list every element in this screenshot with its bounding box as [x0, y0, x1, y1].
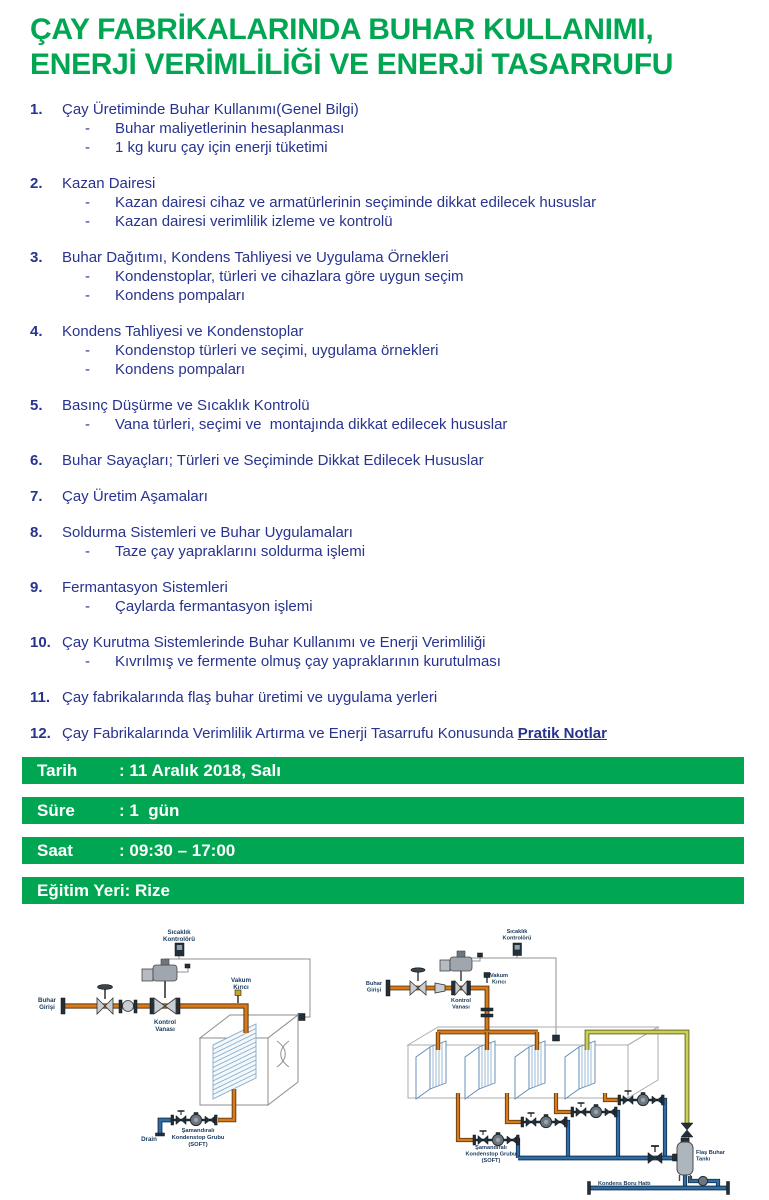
- flash-inlet-valve: [681, 1123, 693, 1130]
- agenda-item-heading: Kondens Tahliyesi ve Kondenstoplar: [62, 323, 304, 340]
- svg-text:Vanası: Vanası: [452, 1004, 470, 1011]
- agenda-subitem-text: Kondens pompaları: [115, 361, 246, 378]
- label-vacuum-breaker: Vakum: [231, 977, 251, 984]
- page-title-line2: ENERJİ VERİMLİLİĞİ VE ENERJİ TASARRUFU: [30, 48, 674, 81]
- agenda-item-head: [30, 451, 745, 470]
- agenda-item-number: 4.: [30, 323, 43, 340]
- dash-bullet: -: [85, 653, 90, 670]
- info-bar-label: Tarih: [37, 761, 78, 780]
- agenda-item-heading: Fermantasyon Sistemleri: [62, 579, 228, 596]
- agenda-item-number: 9.: [30, 579, 43, 596]
- float-trap-group-2: [521, 1113, 567, 1128]
- svg-text:Kondenstop Grubu: Kondenstop Grubu: [171, 1135, 225, 1141]
- unit-4: [565, 1041, 595, 1099]
- agenda-subitem: [30, 652, 745, 671]
- svg-text:Kırıcı: Kırıcı: [492, 979, 506, 986]
- info-bar-label: Süre: [37, 801, 75, 820]
- agenda-subitem: [30, 542, 745, 561]
- agenda-item-head: [30, 523, 745, 542]
- agenda-item-number: 1.: [30, 101, 43, 118]
- heat-exchanger-units: [416, 1041, 595, 1099]
- info-bar-value: : 1 gün: [119, 801, 180, 820]
- agenda-subitem-text: Çaylarda fermantasyon işlemi: [115, 598, 313, 615]
- svg-text:Vanası: Vanası: [155, 1026, 175, 1033]
- agenda-subitem: [30, 119, 745, 138]
- agenda-item-head: [30, 633, 745, 652]
- agenda-item-heading: Buhar Sayaçları; Türleri ve Seçiminde Dikkat Edilecek Hususlar: [62, 452, 484, 469]
- agenda-item-number: 7.: [30, 488, 43, 505]
- dash-bullet: -: [85, 543, 90, 560]
- unit-1: [416, 1041, 446, 1099]
- agenda-item: [30, 487, 745, 506]
- dash-bullet: -: [85, 287, 90, 304]
- agenda-subitem: [30, 415, 745, 434]
- agenda-item: [30, 100, 745, 157]
- float-trap-group-4: [618, 1091, 664, 1106]
- temperature-sensor: [553, 1035, 560, 1041]
- label-steam-inlet: Buhar: [38, 997, 56, 1004]
- sensor-line: [468, 955, 560, 1041]
- info-bar: [22, 837, 744, 864]
- agenda-item-number: 6.: [30, 452, 43, 469]
- flash-steam-pipe: [587, 1032, 693, 1142]
- agenda-item-heading: Çay Üretiminde Buhar Kullanımı(Genel Bilgi): [62, 101, 359, 118]
- vacuum-breaker: [235, 990, 241, 1003]
- dash-bullet: -: [85, 598, 90, 615]
- pratik-notlar-link[interactable]: Pratik Notlar: [517, 725, 607, 742]
- agenda-subitem: [30, 212, 745, 231]
- agenda-subitem-text: Vana türleri, seçimi ve montajında dikkat edilecek hususlar: [115, 416, 508, 433]
- agenda-item-heading: Çay Kurutma Sistemlerinde Buhar Kullanımı ve Enerji Verimliliği: [62, 634, 486, 651]
- agenda-item: [30, 688, 745, 707]
- label-trap-group: Şamandıralı: [181, 1128, 215, 1134]
- agenda-item-head: [30, 248, 745, 267]
- label-control-valve: Kontrol: [451, 998, 471, 1004]
- agenda-subitem-text: Kazan dairesi verimlilik izleme ve kontrolü: [115, 213, 393, 230]
- info-bar-value: : 09:30 – 17:00: [119, 841, 236, 860]
- agenda-item: [30, 523, 745, 561]
- label-flash-tank: Flaş Buhar: [696, 1150, 725, 1156]
- agenda-subitem-text: Kazan dairesi cihaz ve armatürlerinin seçiminde dikkat edilecek hususlar: [115, 194, 597, 211]
- label-steam-inlet: Buhar: [365, 981, 383, 987]
- inlet-flange: [386, 980, 390, 996]
- drain-pipe: [156, 1120, 174, 1136]
- agenda-subitem-text: 1 kg kuru çay için enerji tüketimi: [115, 139, 328, 156]
- agenda-item: [30, 578, 745, 616]
- flash-steam-tank: [673, 1138, 694, 1181]
- svg-text:Tankı: Tankı: [696, 1156, 711, 1163]
- agenda-item-head: [30, 578, 745, 597]
- svg-text:Kontrolörü: Kontrolörü: [502, 935, 532, 942]
- agenda-item-number: 11.: [30, 689, 51, 706]
- agenda-item-heading: Kazan Dairesi: [62, 175, 156, 192]
- info-bars: [22, 757, 744, 917]
- agenda-subitem: [30, 341, 745, 360]
- agenda-item-heading: Soldurma Sistemleri ve Buhar Uygulamaları: [62, 524, 353, 541]
- label-temperature-controller: Sıcaklık: [167, 929, 191, 936]
- svg-text:Girişi: Girişi: [366, 987, 382, 994]
- temperature-controller: [175, 943, 184, 956]
- float-trap-group: [171, 1111, 217, 1126]
- agenda-subitem: [30, 286, 745, 305]
- dash-bullet: -: [85, 268, 90, 285]
- agenda-item-head: [30, 100, 745, 119]
- dash-bullet: -: [85, 120, 90, 137]
- unit-3: [515, 1041, 545, 1099]
- agenda-item: [30, 724, 745, 743]
- label-trap-group: Şamandıralı: [475, 1145, 507, 1151]
- agenda-item-number: 12.: [30, 725, 51, 742]
- agenda-item-head: [30, 724, 745, 743]
- agenda-subitem-text: Taze çay yapraklarını soldurma işlemi: [115, 543, 366, 560]
- agenda-item-head: [30, 487, 745, 506]
- info-bar-label: Saat: [37, 841, 73, 860]
- dash-bullet: -: [85, 139, 90, 156]
- agenda-item: [30, 248, 745, 305]
- agenda-subitem-text: Kondenstop türleri ve seçimi, uygulama örnekleri: [115, 342, 439, 359]
- svg-text:Kondenstop Grubu: Kondenstop Grubu: [465, 1151, 517, 1158]
- dash-bullet: -: [85, 416, 90, 433]
- agenda-item-heading: Çay Üretim Aşamaları: [62, 488, 208, 505]
- agenda-item-heading: Çay fabrikalarında flaş buhar üretimi ve uygulama yerleri: [62, 689, 438, 706]
- info-bar-value: : Rize: [124, 881, 170, 900]
- label-control-valve: Kontrol: [154, 1019, 176, 1026]
- label-vacuum-breaker: Vakum: [489, 973, 509, 979]
- agenda-subitem: [30, 267, 745, 286]
- agenda-subitem-text: Buhar maliyetlerinin hesaplanması: [115, 120, 345, 137]
- agenda-item-number: 2.: [30, 175, 43, 192]
- agenda-item: [30, 174, 745, 231]
- gate-valve: [97, 985, 113, 1014]
- dash-bullet: -: [85, 213, 90, 230]
- agenda-subitem: [30, 193, 745, 212]
- heat-exchanger-unit: [200, 1015, 298, 1105]
- agenda-item: [30, 633, 745, 671]
- right-steam-diagram: [360, 925, 760, 1200]
- agenda-item-head: [30, 688, 745, 707]
- dash-bullet: -: [85, 342, 90, 359]
- temperature-controller: [513, 943, 522, 956]
- label-condensate-line: Kondens Boru Hattı: [598, 1181, 651, 1187]
- page-title: [30, 12, 750, 82]
- agenda-item-heading: Basınç Düşürme ve Sıcaklık Kontrolü: [62, 397, 310, 414]
- valve-actuator: [450, 957, 472, 971]
- dash-bullet: -: [85, 361, 90, 378]
- svg-text:(SOFT): (SOFT): [481, 1158, 501, 1164]
- agenda-subitem-text: Kondenstoplar, türleri ve cihazlara göre uygun seçim: [115, 268, 464, 285]
- info-bar: [22, 877, 744, 904]
- svg-text:Kırıcı: Kırıcı: [233, 984, 249, 991]
- agenda-item: [30, 322, 745, 379]
- agenda-item-heading: Çay Fabrikalarında Verimlilik Artırma ve Enerji Tasarrufu Konusunda Pratik Notlar: [62, 725, 607, 742]
- positioner-box: [142, 969, 153, 981]
- info-bar: [22, 797, 744, 824]
- left-steam-diagram: [30, 925, 340, 1170]
- strainer-fitting: [119, 1000, 137, 1013]
- unit-2: [465, 1041, 495, 1099]
- agenda-item-head: [30, 322, 745, 341]
- valve-actuator: [153, 965, 177, 981]
- agenda-item-number: 3.: [30, 249, 43, 266]
- gate-valve: [410, 968, 426, 995]
- agenda-item-number: 5.: [30, 397, 43, 414]
- inlet-flange: [61, 998, 65, 1014]
- agenda-item-head: [30, 396, 745, 415]
- svg-text:Girişi: Girişi: [39, 1004, 55, 1011]
- agenda-subitem-text: Kıvrılmış ve fermente olmuş çay yapraklarının kurutulması: [115, 653, 501, 670]
- page-title-line1: ÇAY FABRİKALARINDA BUHAR KULLANIMI,: [30, 13, 654, 46]
- agenda-subitem: [30, 360, 745, 379]
- agenda-subitem: [30, 597, 745, 616]
- agenda-item-number: 10.: [30, 634, 51, 651]
- label-temperature-controller: Sıcaklık: [506, 929, 528, 935]
- svg-text:Kontrolörü: Kontrolörü: [163, 936, 195, 943]
- agenda-item-heading: Buhar Dağıtımı, Kondens Tahliyesi ve Uygulama Örnekleri: [62, 249, 449, 266]
- svg-text:(SOFT): (SOFT): [188, 1142, 208, 1148]
- info-bar-label: Eğitim Yeri: [37, 881, 125, 900]
- float-trap-group-3: [571, 1103, 617, 1118]
- dash-bullet: -: [85, 194, 90, 211]
- reducer-fitting: [435, 983, 445, 993]
- label-drain: Drain: [141, 1136, 157, 1143]
- agenda-list: [30, 100, 745, 760]
- agenda-item-head: [30, 174, 745, 193]
- agenda-subitem-text: Kondens pompaları: [115, 287, 246, 304]
- agenda-item: [30, 396, 745, 434]
- agenda-item: [30, 451, 745, 470]
- float-trap-group-1: [473, 1131, 519, 1146]
- condensate-header: [518, 1146, 678, 1164]
- positioner-box: [440, 960, 450, 971]
- agenda-item-number: 8.: [30, 524, 43, 541]
- info-bar-value: : 11 Aralık 2018, Salı: [119, 761, 281, 780]
- info-bar: [22, 757, 744, 784]
- agenda-subitem: [30, 138, 745, 157]
